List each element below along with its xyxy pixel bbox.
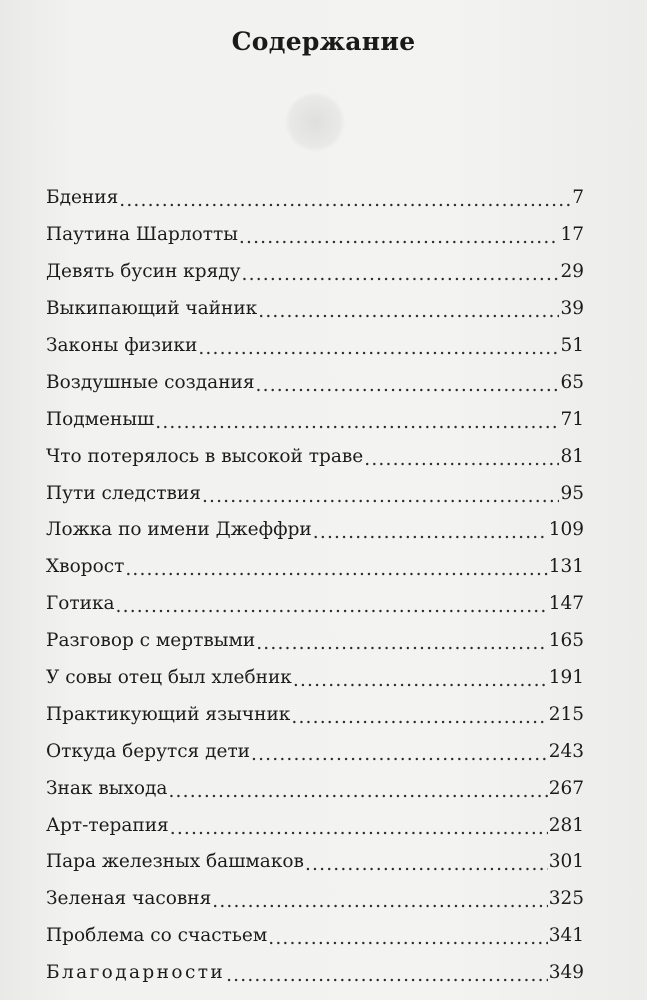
- toc-entry-title: Что потерялось в высокой траве: [46, 445, 364, 467]
- dot-leader: [242, 264, 560, 286]
- toc-entry-page: 81: [560, 445, 584, 467]
- toc-entry-title: Пути следствия: [46, 482, 201, 504]
- toc-entry: [46, 733, 584, 770]
- toc-entry-title: Хворост: [46, 556, 125, 578]
- bleed-through-logo: [285, 92, 345, 152]
- toc-entry-page: 7: [572, 187, 584, 209]
- toc-entry: [46, 364, 584, 401]
- dot-leader: [305, 854, 548, 876]
- toc-entry: [46, 586, 584, 623]
- toc-entry-title: Зеленая часовня: [46, 888, 212, 910]
- dot-leader: [291, 707, 547, 729]
- toc-entry-title: Воздушные создания: [46, 371, 255, 393]
- toc-entry-page: 71: [560, 408, 584, 430]
- toc-entry: [46, 881, 584, 918]
- toc-entry-page: 17: [560, 224, 584, 246]
- toc-entry: [46, 955, 584, 992]
- dot-leader: [125, 559, 547, 581]
- dot-leader: [268, 928, 547, 950]
- dot-leader: [212, 891, 547, 913]
- toc-entry-title: Арт-терапия: [46, 814, 169, 836]
- toc-entry-page: 65: [560, 371, 584, 393]
- toc-entry: [46, 770, 584, 807]
- toc-entry-page: 349: [548, 962, 584, 984]
- dot-leader: [202, 486, 560, 508]
- toc-entry-title: Проблема со счастьем: [46, 925, 268, 947]
- dot-leader: [155, 412, 559, 434]
- toc-entry: [46, 291, 584, 328]
- toc-entry: [46, 807, 584, 844]
- toc-entry-page: 243: [548, 740, 584, 762]
- dot-leader: [168, 781, 547, 803]
- toc-entry-page: 147: [548, 593, 584, 615]
- toc-entry: [46, 217, 584, 254]
- toc-entry: [46, 696, 584, 733]
- toc-entry: [46, 328, 584, 365]
- toc-entry-page: 281: [548, 814, 584, 836]
- toc-entry-title: Готика: [46, 593, 115, 615]
- toc-entry-title: Законы физики: [46, 335, 198, 356]
- toc-entry-page: 325: [548, 888, 584, 910]
- dot-leader: [239, 227, 560, 249]
- toc-entry-page: 301: [548, 851, 584, 873]
- dot-leader: [119, 190, 571, 212]
- dot-leader: [258, 301, 559, 323]
- toc-entry-page: 39: [560, 298, 584, 320]
- toc-entry: [46, 623, 584, 660]
- toc-entry-title: Знак выхода: [46, 777, 168, 799]
- table-of-contents: [46, 180, 584, 992]
- toc-entry-title: Паутина Шарлотты: [46, 224, 238, 246]
- toc-entry-page: 109: [548, 519, 584, 541]
- toc-entry: [46, 475, 584, 512]
- dot-leader: [226, 965, 548, 987]
- toc-entry-page: 215: [548, 703, 584, 725]
- toc-entry: [46, 254, 584, 291]
- toc-entry: [46, 401, 584, 438]
- toc-entry: [46, 844, 584, 881]
- toc-entry-title: Практикующий язычник: [46, 703, 291, 725]
- toc-entry: [46, 438, 584, 475]
- toc-entry-title: Ложка по имени Джеффри: [46, 519, 312, 541]
- dot-leader: [170, 818, 548, 840]
- toc-entry-title: Подменыш: [46, 408, 155, 430]
- page-title: Содержание: [231, 26, 416, 56]
- dot-leader: [256, 375, 560, 397]
- toc-entry-title: Выкипающий чайник: [46, 298, 258, 320]
- toc-entry-page: 191: [548, 667, 584, 689]
- toc-entry-title: Благодарности: [46, 962, 226, 984]
- dot-leader: [313, 522, 548, 544]
- toc-entry-title: Пара железных башмаков: [46, 851, 304, 873]
- toc-entry-page: 131: [548, 556, 584, 578]
- toc-entry-page: 95: [560, 482, 584, 504]
- toc-entry-title: Откуда берутся дети: [46, 740, 251, 762]
- toc-entry-page: 341: [548, 925, 584, 947]
- dot-leader: [256, 633, 547, 655]
- dot-leader: [116, 596, 548, 618]
- toc-entry-title: Бдения: [46, 187, 119, 209]
- dot-leader: [364, 449, 559, 471]
- toc-entry: [46, 660, 584, 697]
- dot-leader: [293, 670, 548, 692]
- toc-entry: [46, 180, 584, 217]
- toc-entry: [46, 512, 584, 549]
- toc-entry-title: Девять бусин кряду: [46, 261, 241, 283]
- toc-entry-page: 29: [560, 261, 584, 283]
- toc-entry-page: 267: [548, 777, 584, 799]
- toc-entry-page: 165: [548, 630, 584, 652]
- dot-leader: [198, 338, 559, 360]
- toc-entry-page: 51: [560, 335, 584, 356]
- toc-entry-title: Разговор с мертвыми: [46, 630, 256, 652]
- toc-entry: [46, 918, 584, 955]
- toc-entry: [46, 549, 584, 586]
- dot-leader: [251, 744, 548, 766]
- toc-entry-title: У совы отец был хлебник: [46, 667, 292, 689]
